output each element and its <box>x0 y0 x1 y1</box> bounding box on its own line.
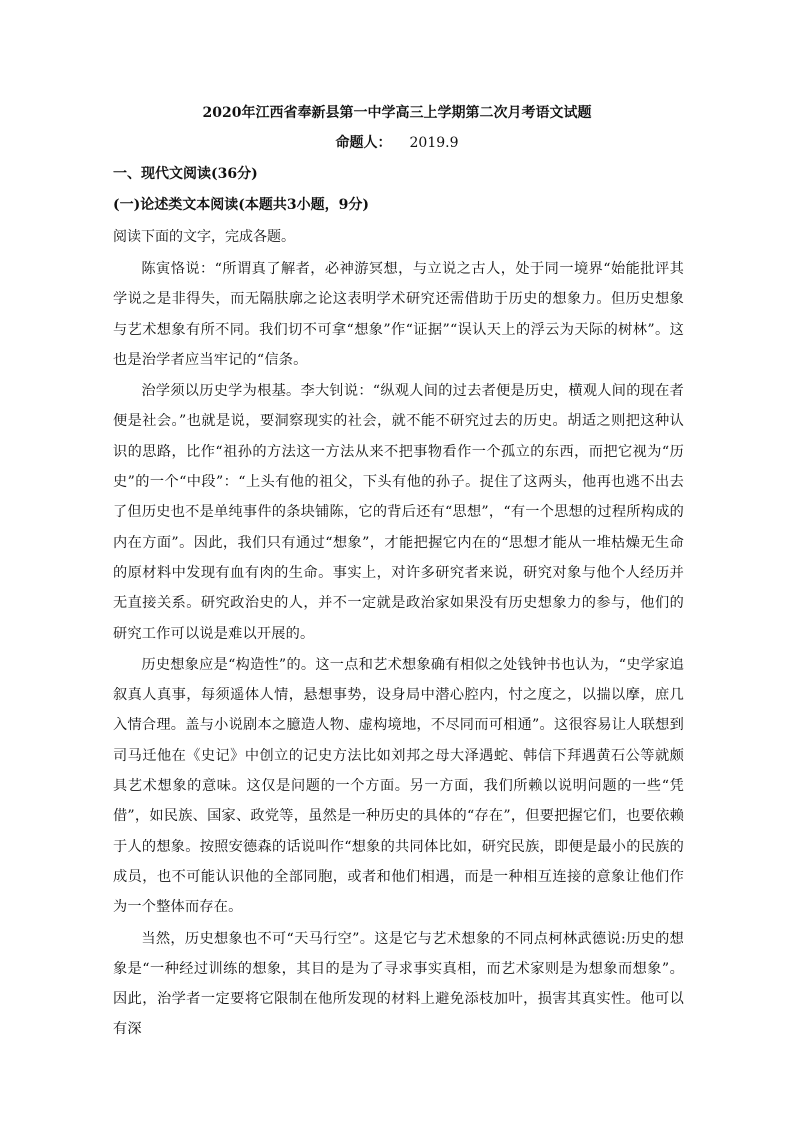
paragraph-1: 陈寅恪说：“所谓真了解者，必神游冥想，与立说之古人，处于同一境界“始能批评其学说之是非得失，而无隔肤廓之论这表明学术研究还需借助于历史的想象力。但历史想象与艺术想象有所不同。我们切不可拿“想象”作“证据”“误认天上的浮云为天际的树林”。这也是治学者应当牢记的“信条。 <box>113 261 684 368</box>
author-label: 命题人： <box>335 135 392 151</box>
exam-date: 2019.9 <box>409 135 459 151</box>
paragraph-3: 历史想象应是“构造性”的。这一点和艺术想象确有相似之处钱钟书也认为，“史学家追叙真人真事，每须遥体人情，悬想事势，设身局中潜心腔内，忖之度之，以揣以摩，庶几入情合理。盖与小说剧本之臆造人物、虚构境地，不尽同而可相通”。这很容易让人联想到司马迁他在《史记》中创立的记史方法比如刘邦之母大泽遇蛇、韩信下拜遇黄石公等就颇具艺术想象的意味。这仅是问题的一个方面。另一方面，我们所赖以说明问题的一些“凭借”，如民族、国家、政党等，虽然是一种历史的具体的“存在”，但要把握它们，也要依赖于人的想象。按照安德森的话说叫作“想象的共同体比如，研究民族，即便是最小的民族的成员，也不可能认识他的全部同胞，或者和他们相遇，而是一种相互连接的意象让他们作为一个整体而存在。 <box>113 656 684 916</box>
paragraph-2: 治学须以历史学为根基。李大钊说：“纵观人间的过去者便是历史，横观人间的现在者便是社会。”也就是说，要洞察现实的社会，就不能不研究过去的历史。胡适之则把这种认识的思路，比作“祖孙的方法这一方法从来不把事物看作一个孤立的东西，而把它视为“历史”的一个“中段”：“上头有他的祖父，下头有他的孙子。捉住了这两头，他再也逃不出去了但历史也不是单纯事件的条块铺陈，它的背后还有“思想”，“有一个思想的过程所构成的内在方面”。因此，我们只有通过“想象”，才能把握它内在的“思想才能从一堆枯燥无生命的原材料中发现有血有肉的生命。事实上，对许多研究者来说，研究对象与他个人经历并无直接关系。研究政治史的人，并不一定就是政治家如果没有历史想象力的参与，他们的研究工作可以说是难以开展的。 <box>113 383 684 642</box>
section-subheading: (一)论述类文本阅读(本题共3小题，9分) <box>113 197 369 213</box>
instruction-text: 阅读下面的文字，完成各题。 <box>113 229 295 245</box>
author-line <box>0 133 794 153</box>
section-heading-part1: 一、现代文阅读(36分) <box>113 166 258 182</box>
reading-passage <box>113 254 684 1046</box>
paragraph-4: 当然，历史想象也不可“天马行空”。这是它与艺术想象的不同点柯林武德说:历史的想象是“一种经过训练的想象，其目的是为了寻求事实真相，而艺术家则是为想象而想象”。因此，治学者一定要将它限制在他所发现的材料上避免添枝加叶，损害其真实性。他可以有深 <box>113 930 684 1038</box>
page-title: 2020年江西省奉新县第一中学高三上学期第二次月考语文试题 <box>202 105 592 121</box>
